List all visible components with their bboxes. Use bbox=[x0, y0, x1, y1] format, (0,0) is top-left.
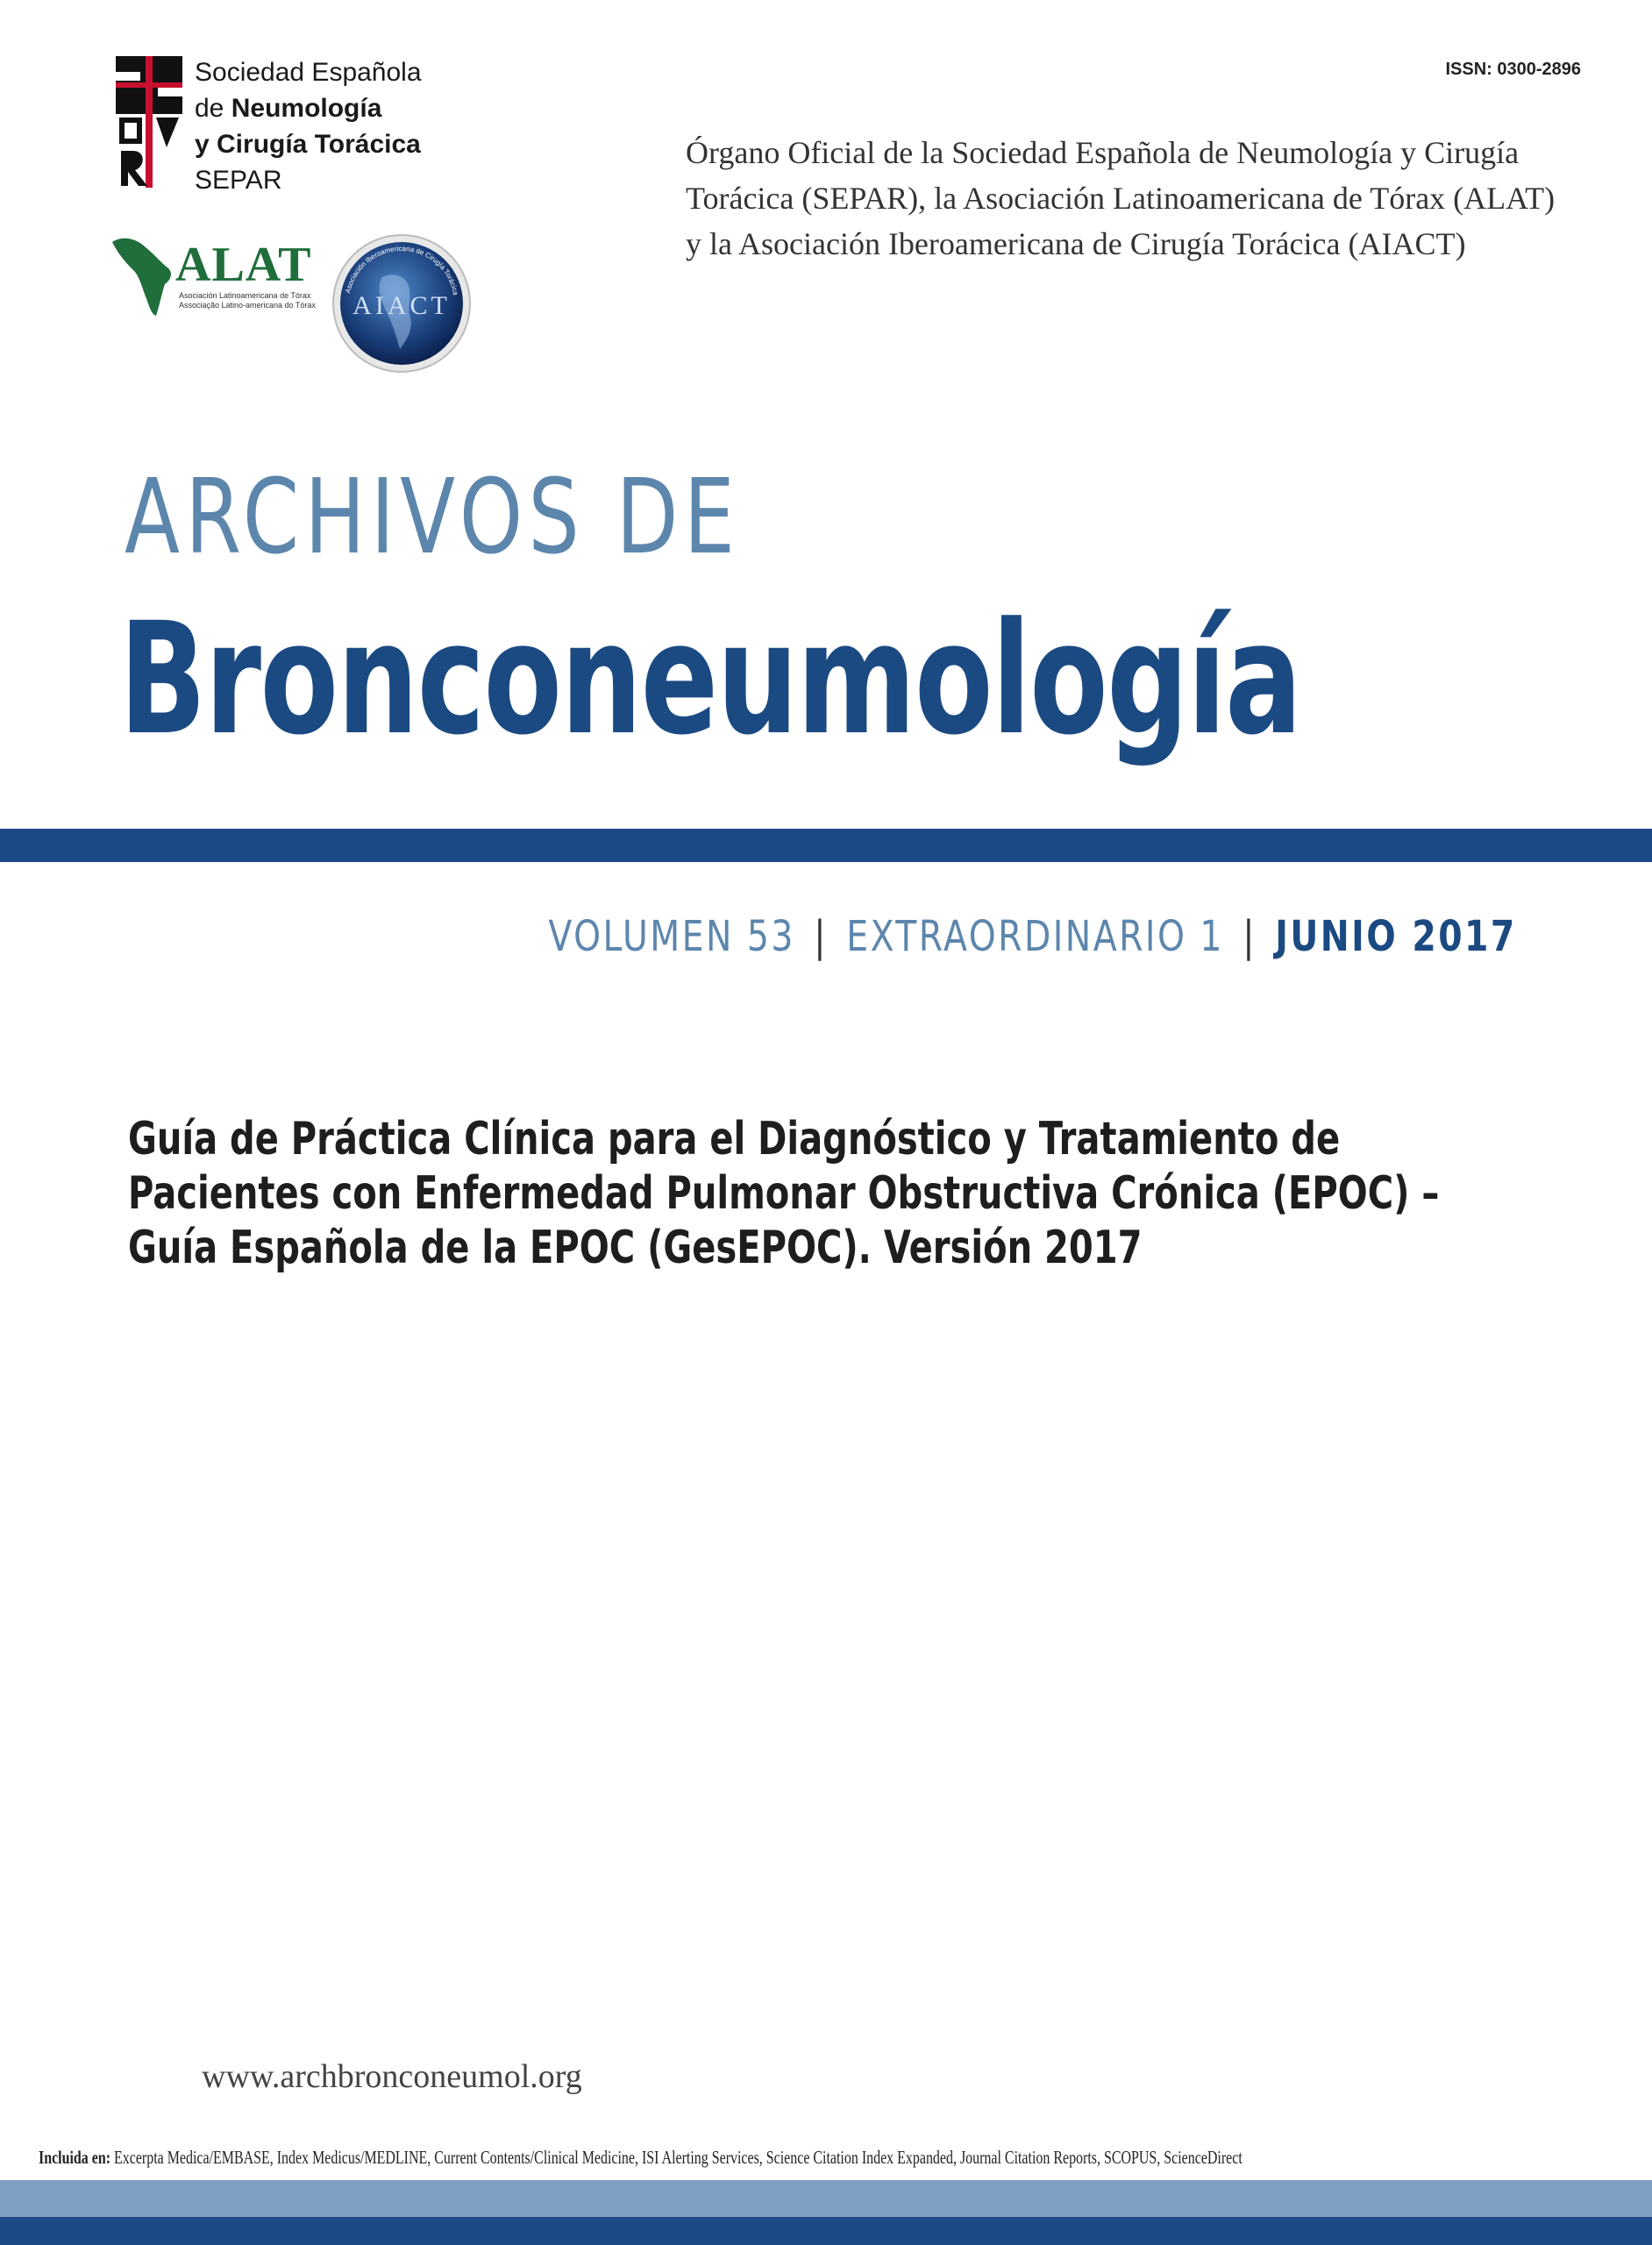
issue-number: EXTRAORDINARIO 1 bbox=[846, 912, 1225, 961]
aiact-ring-text: Asociación Iberoamericana de Cirugía Torácica bbox=[344, 244, 460, 296]
aiact-name: AIACT bbox=[352, 291, 451, 320]
separ-line-2-prefix: de bbox=[195, 94, 231, 123]
separ-line-1: Sociedad Española bbox=[195, 58, 422, 87]
alat-sub-line-1: Asociación Latinoamericana de Tórax bbox=[179, 291, 311, 300]
issue-date: JUNIO 2017 bbox=[1275, 912, 1517, 961]
journal-title-line-1: ARCHIVOS DE bbox=[125, 456, 741, 577]
separ-line-2 bbox=[195, 90, 422, 126]
issue-separator-2: | bbox=[1243, 912, 1257, 961]
separ-line-3: y Cirugía Torácica bbox=[195, 130, 421, 159]
issue-info bbox=[549, 912, 1517, 961]
bottom-dark-band bbox=[0, 2217, 1652, 2245]
separ-line-2-bold: Neumología bbox=[231, 94, 382, 123]
alat-name: ALAT bbox=[175, 238, 312, 292]
issue-separator-1: | bbox=[814, 912, 829, 961]
issn-number: ISSN: 0300-2896 bbox=[1445, 60, 1581, 79]
indexing-services bbox=[39, 2147, 1638, 2169]
alat-sub-line-2: Associação Latino-americana do Tórax bbox=[179, 301, 316, 310]
indexing-label: Incluida en: bbox=[39, 2147, 111, 2168]
top-blue-band bbox=[0, 829, 1652, 862]
issue-volume: VOLUMEN 53 bbox=[548, 912, 796, 961]
bottom-light-band bbox=[0, 2180, 1652, 2217]
separ-logo-icon bbox=[116, 56, 182, 188]
alat-subtitle bbox=[179, 291, 316, 310]
separ-society-name bbox=[195, 54, 422, 198]
journal-website: www.archbronconeumol.org bbox=[202, 2058, 582, 2095]
article-title: Guía de Práctica Clínica para el Diagnóstico y Tratamiento de Pacientes con Enfermedad Pulmonar Obstructiva Crónica (EPOC) – Guía Española de la EPOC (GesEPOC). Versión 2017 bbox=[128, 1113, 1440, 1274]
journal-title-line-2: Bronconeumología bbox=[119, 589, 1301, 769]
aiact-globe-logo-icon bbox=[331, 233, 472, 374]
indexing-list: Excerpta Medica/EMBASE, Index Medicus/MEDLINE, Current Contents/Clinical Medicine, ISI Alerting Services, Science Citation Index Expanded, Journal Citation Reports, SCOPUS, ScienceDirect bbox=[114, 2147, 1243, 2168]
separ-line-4: SEPAR bbox=[195, 166, 282, 195]
official-organ-statement: Órgano Oficial de la Sociedad Española de Neumología y Cirugía Torácica (SEPAR), la Asociación Latinoamericana de Tórax (ALAT) y la Asociación Iberoamericana de Cirugía Torácica (AIACT) bbox=[686, 135, 1556, 261]
